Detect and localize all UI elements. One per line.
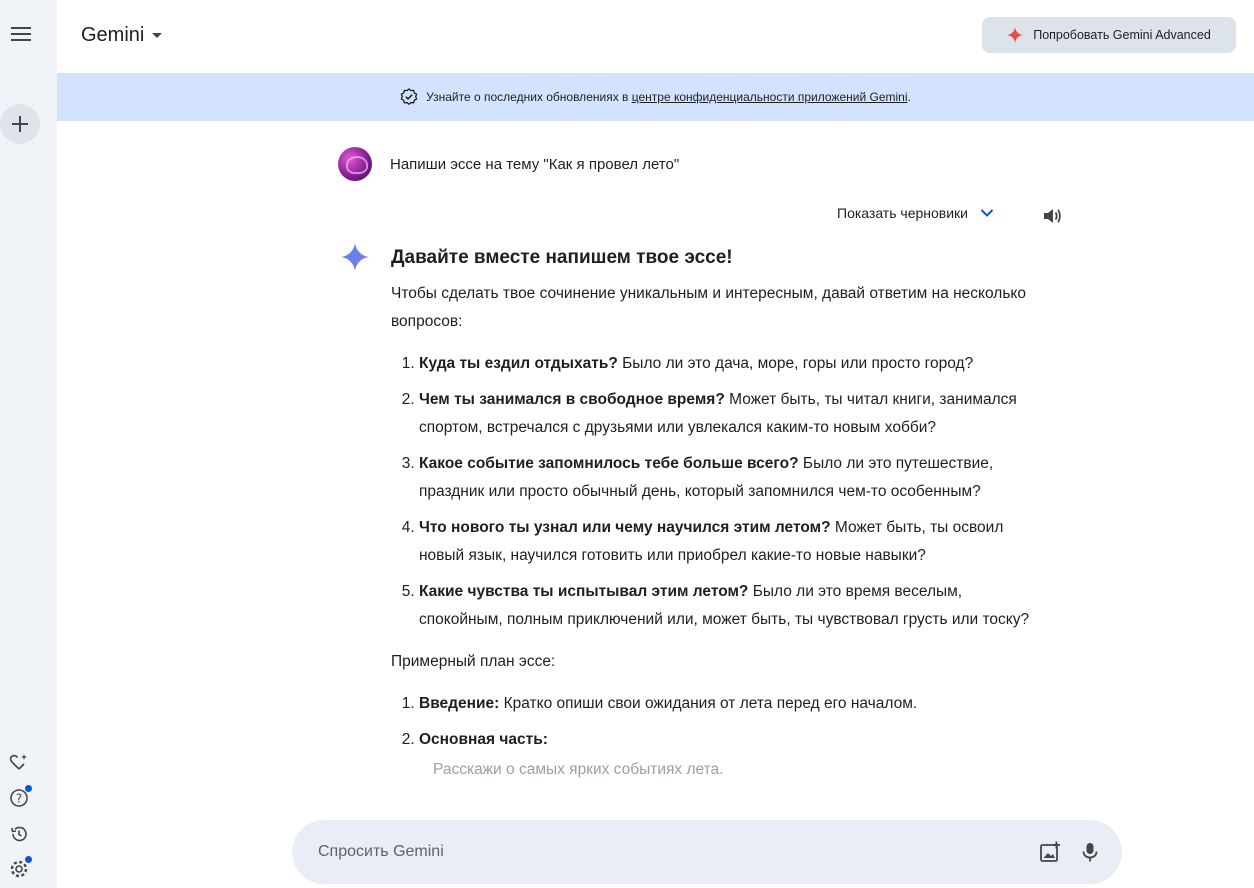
- speaker-icon[interactable]: [1041, 205, 1063, 227]
- avatar: [338, 147, 372, 181]
- response-intro: Чтобы сделать твое сочинение уникальным и интересным, давай ответим на несколько вопросов:: [391, 285, 1026, 330]
- help-icon[interactable]: [8, 787, 30, 809]
- mic-icon[interactable]: [1078, 840, 1102, 864]
- app-title: Gemini: [81, 24, 145, 46]
- prompt-input[interactable]: [318, 843, 998, 861]
- gemini-spark-icon: [340, 242, 370, 272]
- svg-text:?: ?: [15, 791, 23, 806]
- list-item: 1. Введение: Кратко опиши свои ожидания от лета перед его началом.: [419, 690, 1031, 718]
- user-message-row: [338, 147, 679, 181]
- new-chat-button[interactable]: [0, 104, 40, 144]
- banner-suffix: .: [907, 90, 911, 104]
- verified-check-icon: [400, 88, 418, 106]
- gem-heart-icon[interactable]: [8, 751, 30, 773]
- list-item: 1. Куда ты ездил отдыхать? Было ли это дача, море, горы или просто город?: [419, 350, 1031, 378]
- spark-icon: [1007, 27, 1023, 43]
- caret-down-icon: [152, 33, 162, 38]
- list-item: 4. Что нового ты узнал или чему научился этим летом? Может быть, ты освоил новый язык, научился готовить или приобрел какие-то новые навыки?: [419, 514, 1031, 570]
- side-rail: [0, 0, 57, 888]
- banner-text: Узнайте о последних обновлениях в: [426, 90, 629, 104]
- response-heading: Давайте вместе напишем твое эссе!: [391, 247, 733, 268]
- try-advanced-button[interactable]: [982, 17, 1236, 53]
- prompt-bar: [292, 820, 1122, 884]
- menu-icon[interactable]: [8, 21, 34, 47]
- list-item: 2. Чем ты занимался в свободное время? Может быть, ты читал книги, занимался спортом, встречался с друзьями или увлекался каким-то новым хобби?: [419, 386, 1031, 442]
- model-switcher[interactable]: [81, 24, 162, 47]
- show-drafts-button[interactable]: [837, 205, 994, 221]
- show-drafts-label: Показать черновики: [837, 205, 968, 221]
- add-image-icon[interactable]: [1038, 840, 1062, 864]
- questions-list: [391, 350, 1031, 634]
- chevron-down-icon: [980, 208, 994, 218]
- model-response: [391, 244, 1031, 784]
- top-header: [57, 0, 1254, 73]
- advanced-button-label: Попробовать Gemini Advanced: [1033, 28, 1211, 42]
- list-item: 5. Какие чувства ты испытывал этим летом? Было ли это время веселым, спокойным, полным приключений или, может быть, ты чувствовал грусть или тоску?: [419, 578, 1031, 634]
- plan-list: [391, 690, 1031, 754]
- list-item: 3. Какое событие запомнилось тебе больше всего? Было ли это путешествие, праздник или просто обычный день, который запомнился чем-то особенным?: [419, 450, 1031, 506]
- gear-icon[interactable]: [8, 858, 30, 880]
- plus-icon: [12, 116, 28, 132]
- plan-title: Примерный план эссе:: [391, 653, 556, 670]
- privacy-center-link[interactable]: центре конфиденциальности приложений Gemini: [631, 90, 908, 104]
- privacy-banner: [57, 73, 1254, 121]
- history-icon[interactable]: [8, 823, 30, 845]
- cutoff-text: Расскажи о самых ярких событиях лета.: [433, 761, 724, 778]
- user-message: Напиши эссе на тему "Как я провел лето": [390, 155, 680, 173]
- notification-dot: [25, 785, 32, 792]
- list-item: 2. Основная часть:: [419, 726, 1031, 754]
- notification-dot: [25, 856, 32, 863]
